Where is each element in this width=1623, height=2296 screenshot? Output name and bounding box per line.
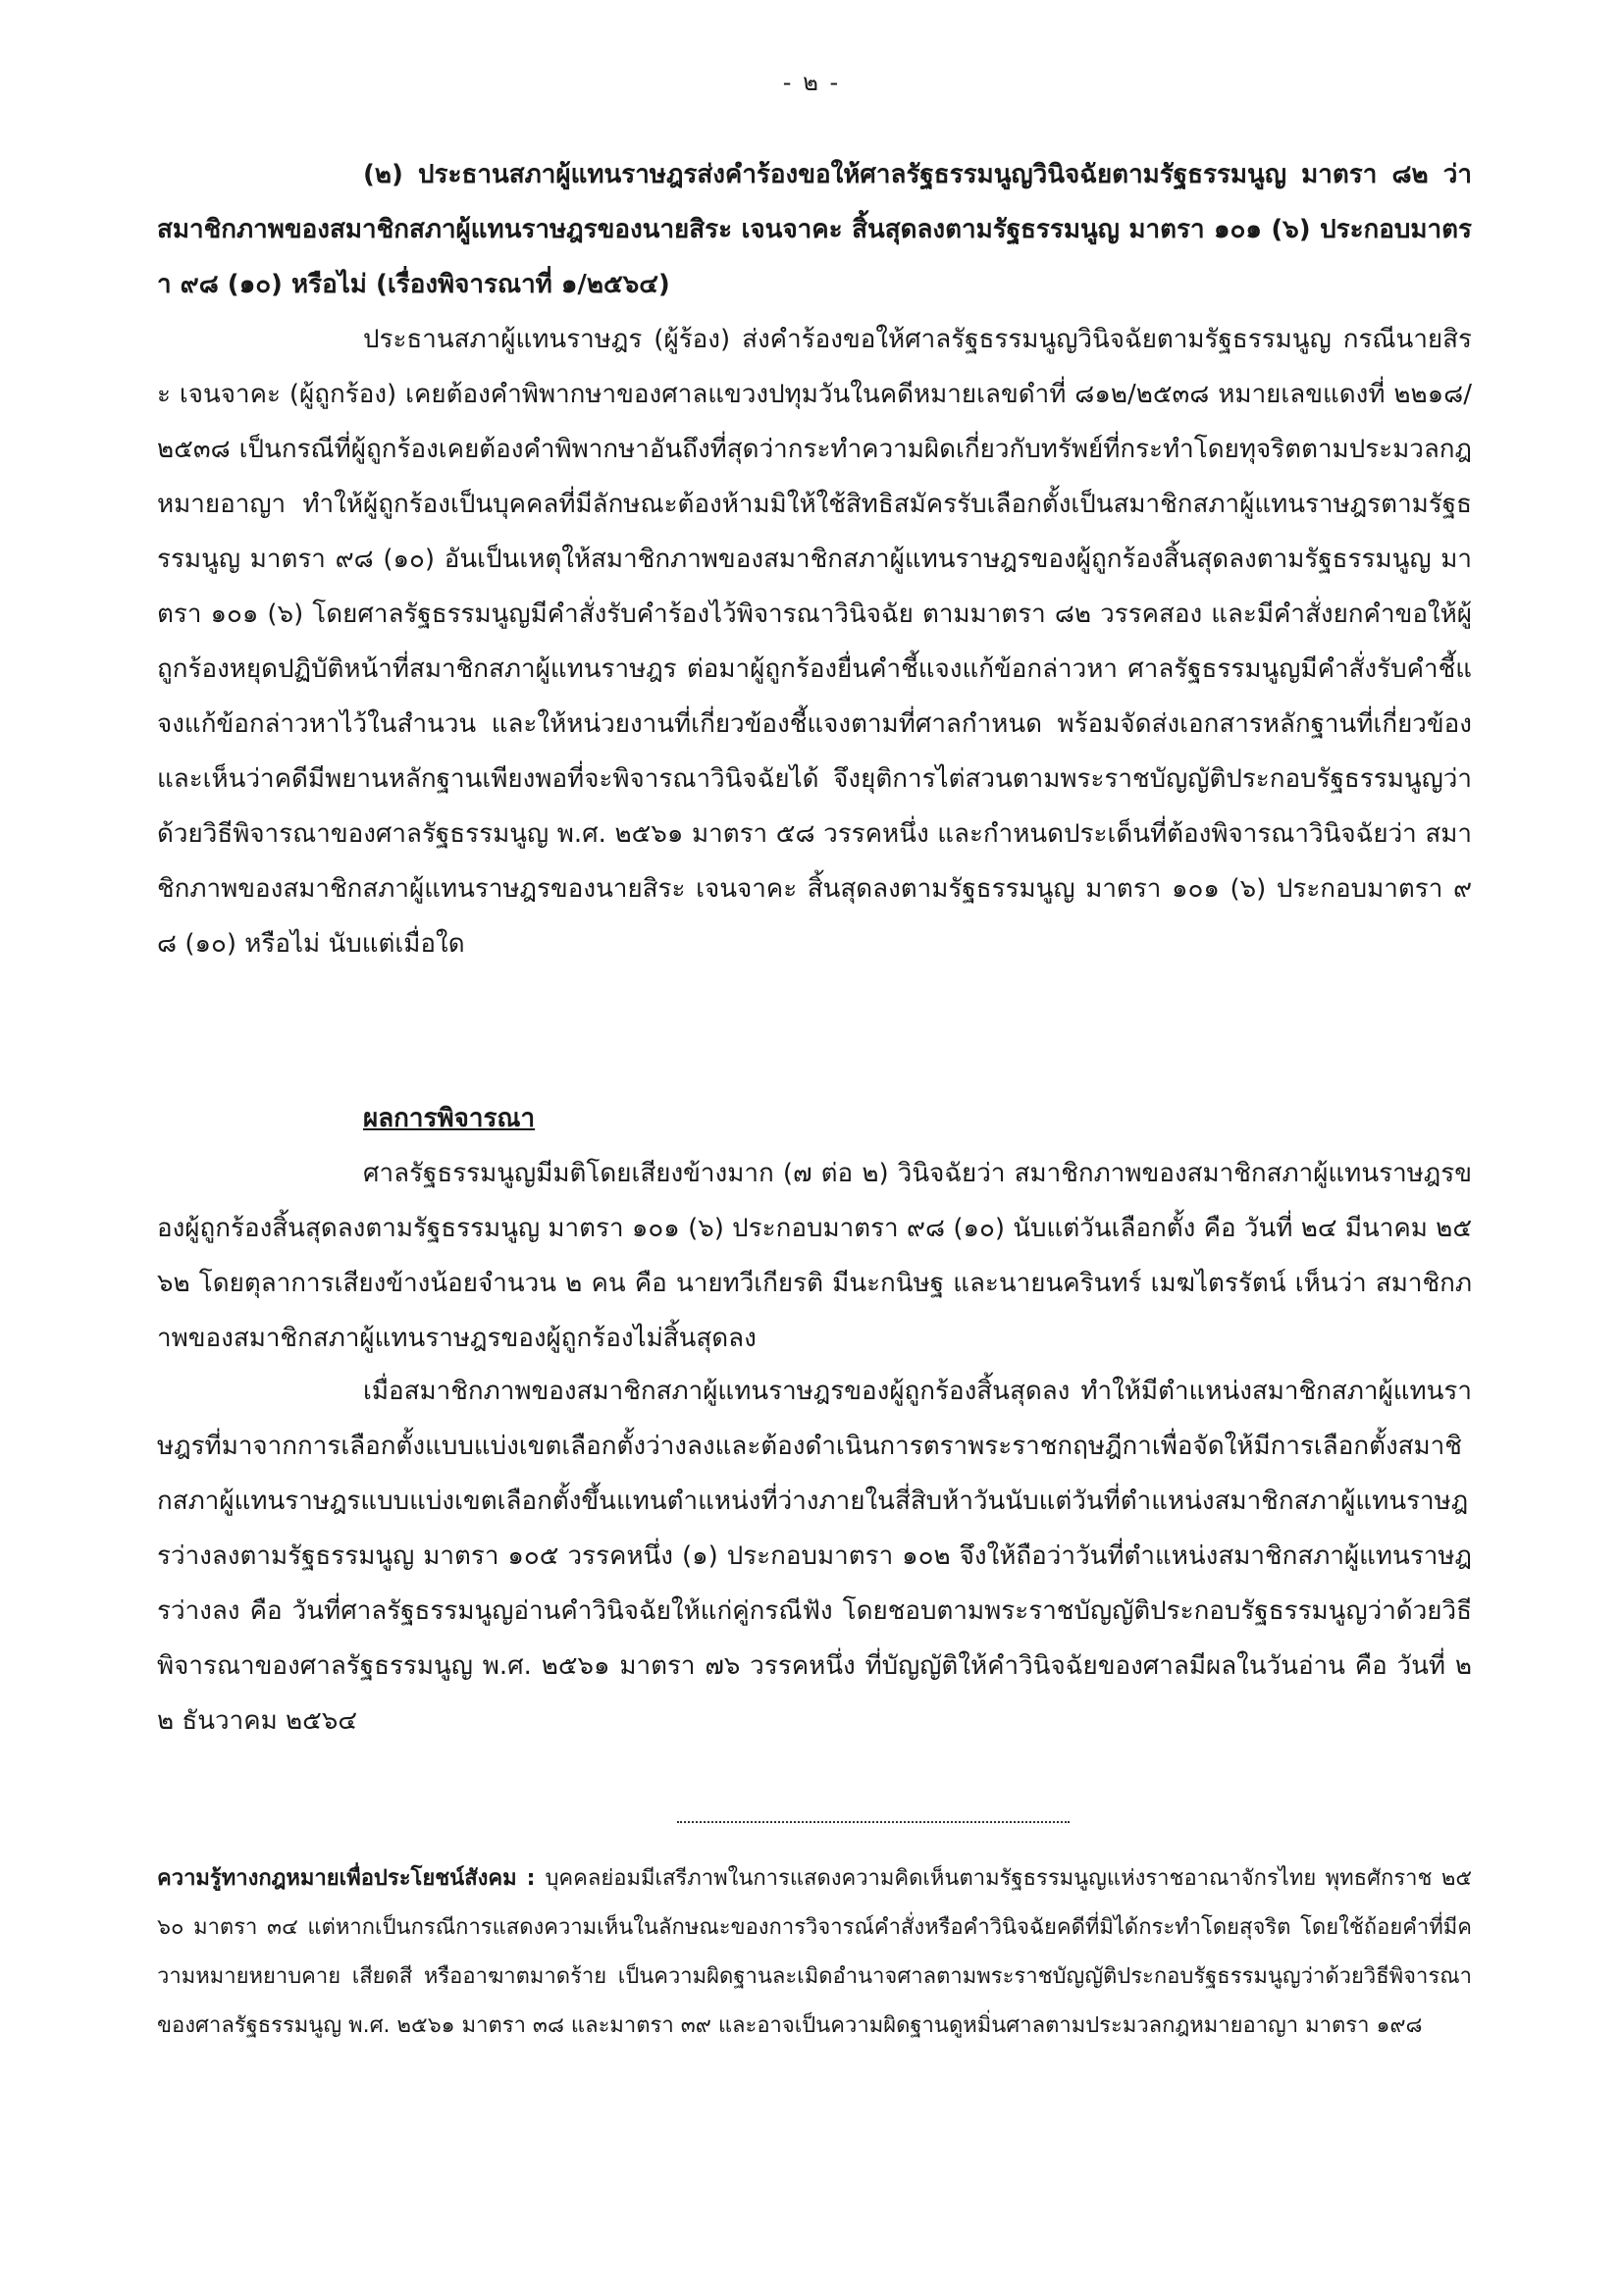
legal-knowledge-label: ความรู้ทางกฎหมายเพื่อประโยชน์สังคม :	[157, 1866, 546, 1891]
result-section-title: ผลการพิจารณา	[363, 1104, 536, 1133]
dotted-separator	[677, 1821, 1070, 1823]
legal-knowledge-note	[157, 1854, 1472, 2051]
legal-knowledge-text: บุคคลย่อมมีเสรีภาพในการแสดงความคิดเห็นตามรัฐธรรมนูญแห่งราชอาณาจักรไทย พุทธศักราช ๒๕๖๐ มาตรา ๓๔ แต่หากเป็นกรณีการแสดงความเห็นในลักษณะของการวิจารณ์คำสั่งหรือคำวินิจฉัยคดีที่มิได้กระทำโดยสุจริต โดยใช้ถ้อยคำที่มีความหมายหยาบคาย เสียดสี หรืออาฆาตมาดร้าย เป็นความผิดฐานละเมิดอำนาจศาลตามพระราชบัญญัติประกอบรัฐธรรมนูญว่าด้วยวิธีพิจารณาของศาลรัฐธรรมนูญ พ.ศ. ๒๕๖๑ มาตรา ๓๘ และมาตรา ๓๙ และอาจเป็นความผิดฐานดูหมิ่นศาลตามประมวลกฎหมายอาญา มาตรา ๑๙๘	[157, 1866, 1472, 2038]
page-number: - ๒ -	[782, 69, 841, 96]
paragraph-consequence: เมื่อสมาชิกภาพของสมาชิกสภาผู้แทนราษฎรของผู้ถูกร้องสิ้นสุดลง ทำให้มีตำแหน่งสมาชิกสภาผู้แทนราษฎรที่มาจากการเลือกตั้งแบบแบ่งเขตเลือกตั้งว่างลงและต้องดำเนินการตราพระราชกฤษฎีกาเพื่อจัดให้มีการเลือกตั้งสมาชิกสภาผู้แทนราษฎรแบบแบ่งเขตเลือกตั้งขึ้นแทนตำแหน่งที่ว่างภายในสี่สิบห้าวันนับแต่วันที่ตำแหน่งสมาชิกสภาผู้แทนราษฎรว่างลงตามรัฐธรรมนูญ มาตรา ๑๐๕ วรรคหนึ่ง (๑) ประกอบมาตรา ๑๐๒ จึงให้ถือว่าวันที่ตำแหน่งสมาชิกสภาผู้แทนราษฎรว่างลง คือ วันที่ศาลรัฐธรรมนูญอ่านคำวินิจฉัยให้แก่คู่กรณีฟัง โดยชอบตามพระราชบัญญัติประกอบรัฐธรรมนูญว่าด้วยวิธีพิจารณาของศาลรัฐธรรมนูญ พ.ศ. ๒๕๖๑ มาตรา ๗๖ วรรคหนึ่ง ที่บัญญัติให้คำวินิจฉัยของศาลมีผลในวันอ่าน คือ วันที่ ๒๒ ธันวาคม ๒๕๖๔	[157, 1377, 1472, 1736]
paragraph-ruling: ศาลรัฐธรรมนูญมีมติโดยเสียงข้างมาก (๗ ต่อ ๒) วินิจฉัยว่า สมาชิกภาพของสมาชิกสภาผู้แทนราษฎรของผู้ถูกร้องสิ้นสุดลงตามรัฐธรรมนูญ มาตรา ๑๐๑ (๖) ประกอบมาตรา ๙๘ (๑๐) นับแต่วันเลือกตั้ง คือ วันที่ ๒๔ มีนาคม ๒๕๖๒ โดยตุลาการเสียงข้างน้อยจำนวน ๒ คน คือ นายทวีเกียรติ มีนะกนิษฐ และนายนครินทร์ เมฆไตรรัตน์ เห็นว่า สมาชิกภาพของสมาชิกสภาผู้แทนราษฎรของผู้ถูกร้องไม่สิ้นสุดลง	[157, 1159, 1472, 1353]
paragraph-case-facts: ประธานสภาผู้แทนราษฎร (ผู้ร้อง) ส่งคำร้องขอให้ศาลรัฐธรรมนูญวินิจฉัยตามรัฐธรรมนูญ กรณีนายสิระ เจนจาคะ (ผู้ถูกร้อง) เคยต้องคำพิพากษาของศาลแขวงปทุมวันในคดีหมายเลขดำที่ ๘๑๒/๒๕๓๘ หมายเลขแดงที่ ๒๒๑๘/๒๕๓๘ เป็นกรณีที่ผู้ถูกร้องเคยต้องคำพิพากษาอันถึงที่สุดว่ากระทำความผิดเกี่ยวกับทรัพย์ที่กระทำโดยทุจริตตามประมวลกฎหมายอาญา ทำให้ผู้ถูกร้องเป็นบุคคลที่มีลักษณะต้องห้ามมิให้ใช้สิทธิสมัครรับเลือกตั้งเป็นสมาชิกสภาผู้แทนราษฎรตามรัฐธรรมนูญ มาตรา ๙๘ (๑๐) อันเป็นเหตุให้สมาชิกภาพของสมาชิกสภาผู้แทนราษฎรของผู้ถูกร้องสิ้นสุดลงตามรัฐธรรมนูญ มาตรา ๑๐๑ (๖) โดยศาลรัฐธรรมนูญมีคำสั่งรับคำร้องไว้พิจารณาวินิจฉัย ตามมาตรา ๘๒ วรรคสอง และมีคำสั่งยกคำขอให้ผู้ถูกร้องหยุดปฏิบัติหน้าที่สมาชิกสภาผู้แทนราษฎร ต่อมาผู้ถูกร้องยื่นคำชี้แจงแก้ข้อกล่าวหา ศาลรัฐธรรมนูญมีคำสั่งรับคำชี้แจงแก้ข้อกล่าวหาไว้ในสำนวน และให้หน่วยงานที่เกี่ยวข้องชี้แจงตามที่ศาลกำหนด พร้อมจัดส่งเอกสารหลักฐานที่เกี่ยวข้อง และเห็นว่าคดีมีพยานหลักฐานเพียงพอที่จะพิจารณาวินิจฉัยได้ จึงยุติการไต่สวนตามพระราชบัญญัติประกอบรัฐธรรมนูญว่าด้วยวิธีพิจารณาของศาลรัฐธรรมนูญ พ.ศ. ๒๕๖๑ มาตรา ๕๘ วรรคหนึ่ง และกำหนดประเด็นที่ต้องพิจารณาวินิจฉัยว่า สมาชิกภาพของสมาชิกสภาผู้แทนราษฎรของนายสิระ เจนจาคะ สิ้นสุดลงตามรัฐธรรมนูญ มาตรา ๑๐๑ (๖) ประกอบมาตรา ๙๘ (๑๐) หรือไม่ นับแต่เมื่อใด	[157, 325, 1472, 959]
case-heading: (๒) ประธานสภาผู้แทนราษฎรส่งคำร้องขอให้ศาลรัฐธรรมนูญวินิจฉัยตามรัฐธรรมนูญ มาตรา ๘๒ ว่า สมาชิกภาพของสมาชิกสภาผู้แทนราษฎรของนายสิระ เจนจาคะ สิ้นสุดลงตามรัฐธรรมนูญ มาตรา ๑๐๑ (๖) ประกอบมาตรา ๙๘ (๑๐) หรือไม่ (เรื่องพิจารณาที่ ๑/๒๕๖๔)	[157, 160, 1472, 299]
